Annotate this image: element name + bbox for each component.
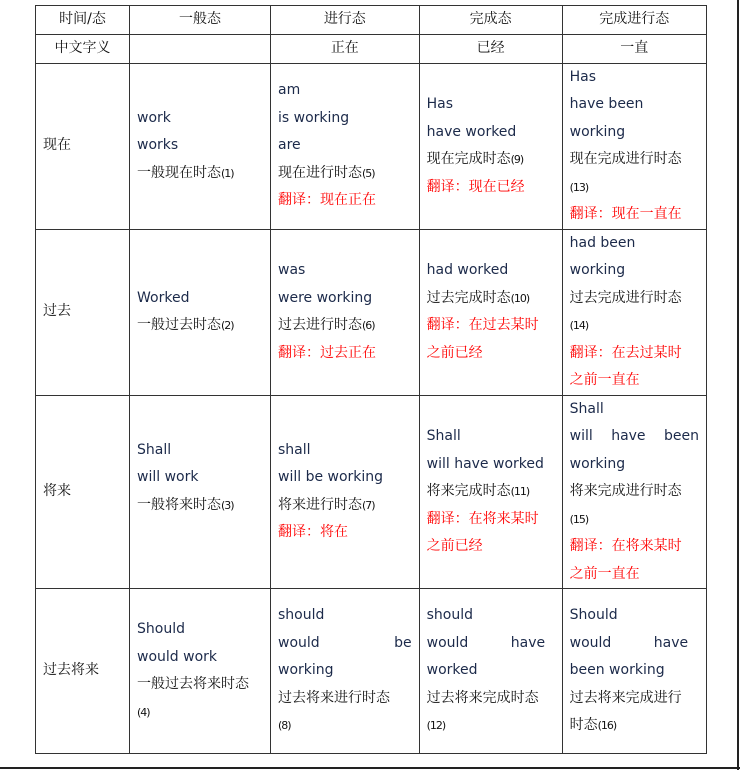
tense-name: 将来完成进行时态	[569, 483, 682, 499]
tense-number: (12)	[426, 719, 446, 733]
tense-name	[278, 312, 412, 340]
perfect-progressive-cell	[562, 63, 706, 229]
form: will have worked	[426, 455, 544, 472]
form: works	[137, 137, 179, 154]
translation: 翻译：现在一直在	[569, 206, 682, 222]
form: worked	[426, 662, 478, 679]
form: Has	[426, 96, 454, 112]
tense-number: (16)	[597, 719, 617, 733]
tense-name-text: 一般过去时态	[137, 317, 221, 333]
tense-name-text: 将来进行时态	[278, 496, 362, 513]
perfect-progressive-cell	[562, 229, 706, 395]
tense-name-text: 过去完成时态	[426, 289, 511, 306]
form-text: would be	[278, 634, 412, 651]
tense-name-text: 过去进行时态	[278, 317, 362, 333]
simple-cell	[130, 63, 271, 229]
form: should	[278, 607, 325, 624]
table-row-past	[36, 229, 707, 395]
progressive-cell	[271, 229, 420, 395]
progressive-cell	[271, 589, 420, 754]
spacer	[137, 519, 263, 547]
translation: 翻译：过去正在	[278, 344, 376, 361]
form: is working	[278, 109, 350, 126]
tense-name: 过去完成进行时态	[569, 289, 682, 306]
translation: 翻译：现在正在	[278, 192, 376, 209]
meaning-row	[36, 34, 707, 63]
time-cell: 过去	[36, 229, 130, 395]
tense-number: (15)	[569, 512, 589, 526]
translation: 之前一直在	[569, 565, 640, 582]
tense-number: (13)	[569, 180, 589, 194]
form: Should	[137, 621, 185, 637]
form: working	[569, 123, 626, 140]
tense-name-text: 一般将来时态	[137, 496, 221, 513]
tense-number: (14)	[569, 319, 589, 332]
form: should	[426, 607, 474, 624]
tense-name: 过去将来完成时态	[426, 689, 539, 706]
translation: 翻译：在将来某时	[426, 510, 539, 527]
form: was	[278, 262, 306, 278]
tense-name-text: 一般现在时态	[137, 164, 221, 181]
tense-name	[137, 160, 263, 188]
translation: 翻译：现在已经	[426, 178, 525, 195]
form: been working	[569, 662, 665, 679]
perfect-progressive-cell	[562, 395, 706, 589]
form: had worked	[426, 262, 509, 278]
form: working	[569, 455, 626, 472]
simple-cell	[130, 395, 271, 589]
tense-number: (6)	[362, 319, 375, 332]
tense-name	[427, 146, 555, 174]
form-text: had been	[569, 234, 636, 251]
translation: 翻译：在将来某时	[569, 538, 682, 554]
tense-name	[137, 312, 263, 340]
form: were working	[278, 289, 373, 306]
form	[278, 630, 412, 658]
tense-name	[427, 478, 555, 506]
form-text: will have been	[569, 428, 699, 444]
perfect-cell	[419, 395, 562, 589]
form: Has	[569, 68, 597, 85]
simple-cell	[130, 589, 271, 754]
header-perfect: 完成态	[419, 6, 562, 35]
form	[427, 630, 555, 658]
form: are	[278, 137, 301, 154]
simple-cell	[130, 229, 271, 395]
tense-name: 一般过去将来时态	[137, 676, 249, 692]
translation: 之前已经	[426, 538, 483, 554]
tense-name	[570, 712, 699, 740]
time-cell: 现在	[36, 63, 130, 229]
form: will be working	[278, 469, 384, 486]
meaning-progressive: 正在	[271, 34, 420, 63]
form: work	[137, 109, 171, 126]
perfect-cell	[419, 589, 562, 754]
tense-name	[278, 492, 412, 520]
form	[570, 423, 699, 451]
tense-number: (10)	[510, 291, 530, 305]
tense-name: 过去将来进行时态	[278, 689, 390, 706]
header-row	[36, 6, 707, 35]
translation: 之前一直在	[569, 372, 640, 388]
table-row-present	[36, 63, 707, 229]
translation: 翻译：在过去某时	[426, 317, 539, 333]
form: Shall	[137, 441, 172, 458]
form	[570, 91, 699, 119]
time-cell: 将来	[36, 395, 130, 589]
progressive-cell	[271, 63, 420, 229]
perfect-progressive-cell	[562, 589, 706, 754]
tense-name: 现在完成进行时态	[569, 151, 682, 167]
tense-number: (5)	[362, 166, 375, 180]
tense-name	[427, 285, 555, 313]
form: shall	[278, 441, 311, 458]
form-text: have been	[569, 96, 644, 112]
page-frame-right	[737, 0, 739, 770]
form: Worked	[137, 289, 190, 306]
form: Shall	[569, 400, 604, 417]
meaning-simple	[130, 34, 271, 63]
form: Shall	[426, 428, 461, 444]
perfect-cell	[419, 229, 562, 395]
form: have worked	[426, 123, 517, 140]
tense-name-text: 现在完成时态	[426, 151, 511, 167]
tense-number: (1)	[221, 166, 234, 180]
form	[570, 630, 699, 658]
translation: 之前已经	[426, 344, 483, 361]
form	[570, 230, 699, 258]
header-progressive: 进行态	[271, 6, 420, 35]
meaning-perfect-progressive: 一直	[562, 34, 706, 63]
form: will work	[137, 469, 199, 486]
tense-number: (4)	[137, 705, 150, 719]
tense-number: (3)	[221, 498, 234, 512]
form: working	[278, 662, 334, 679]
form: would work	[137, 648, 217, 665]
header-simple: 一般态	[130, 6, 271, 35]
header-time: 时间/态	[36, 6, 130, 35]
tense-name	[278, 160, 412, 188]
translation: 翻译：将在	[278, 524, 348, 541]
form-text: would have	[569, 634, 689, 651]
translation: 翻译：在去过某时	[569, 344, 682, 361]
form-text: would have	[426, 634, 546, 651]
meaning-perfect: 已经	[419, 34, 562, 63]
table-row-future-in-past	[36, 589, 707, 754]
time-cell: 过去将来	[36, 589, 130, 754]
tense-name: 过去将来完成进行	[569, 689, 682, 706]
tense-number: (11)	[510, 485, 530, 498]
tense-number: (2)	[221, 319, 234, 332]
tense-name	[137, 492, 263, 520]
form: Should	[569, 607, 618, 624]
tense-name-text: 将来完成时态	[426, 483, 511, 499]
table-row-future	[36, 395, 707, 589]
tense-name-text: 时态	[569, 717, 598, 734]
english-tense-table	[35, 5, 707, 754]
tense-number: (7)	[362, 498, 375, 512]
perfect-cell	[419, 63, 562, 229]
form: am	[278, 82, 301, 99]
page-frame-bottom	[0, 767, 740, 769]
tense-name-text: 现在进行时态	[278, 164, 362, 181]
header-perfect-progressive: 完成进行态	[562, 6, 706, 35]
form: working	[569, 262, 626, 278]
tense-number: (8)	[278, 719, 291, 733]
meaning-label: 中文字义	[36, 34, 130, 63]
progressive-cell	[271, 395, 420, 589]
tense-number: (9)	[510, 153, 524, 166]
